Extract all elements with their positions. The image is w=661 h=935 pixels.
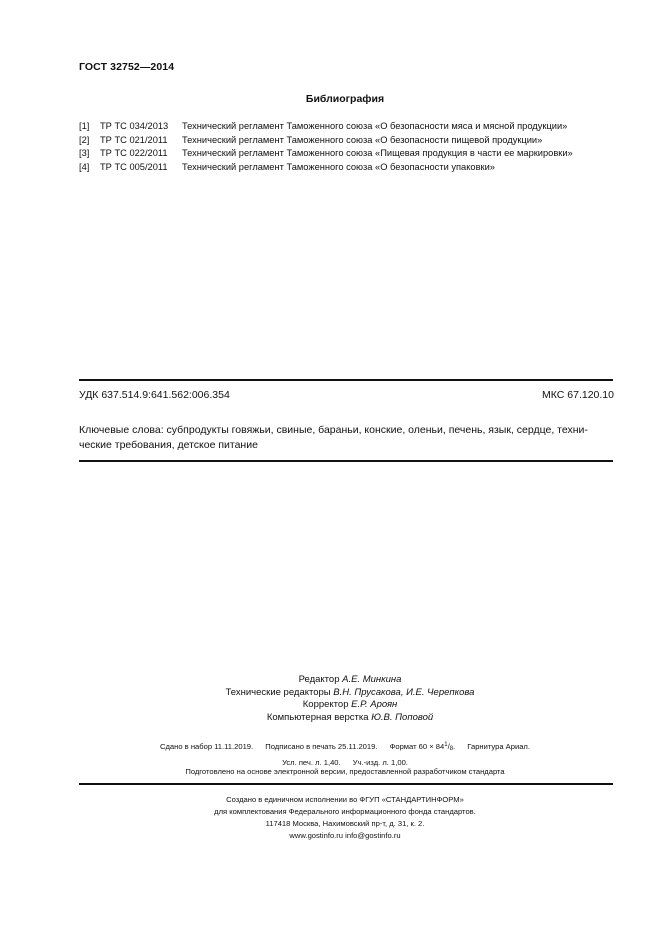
format: Формат $60 \times 84^1/_8$.: [389, 742, 456, 752]
keywords-line: ческие требования, детское питание: [79, 439, 258, 451]
publisher-address-block: [0, 818, 661, 841]
keywords-line: Ключевые слова: субпродукты говяжьи, свиные, бараньи, конские, оленьи, печень, язык, сердце, техни-: [79, 424, 588, 436]
publisher-line: для комплектования Федерального информационного фонда стандартов.: [214, 806, 476, 816]
corrector-name: Е.Р. Ароян: [351, 699, 398, 710]
entry-code: ТР ТС 034/2013: [100, 121, 169, 131]
publisher-line: Создано в единичном исполнении во ФГУП «СТАНДАРТИНФОРМ»: [226, 795, 464, 804]
editor-name: А.Е. Минкина: [342, 674, 402, 685]
keywords: [79, 423, 615, 453]
layout-name: Ю.В. Поповой: [371, 711, 434, 723]
entry-number: [2]: [79, 134, 90, 145]
tech-editors-names: В.Н. Прусакова, И.Е. Черепкова: [333, 686, 475, 698]
entry-text: Технический регламент Таможенного союза «О безопасности упаковки»: [182, 161, 495, 172]
entry-text: Технический регламент Таможенного союза «О безопасности пищевой продукции»: [182, 134, 543, 145]
entry-text: Технический регламент Таможенного союза «Пищевая продукция в части ее маркировки»: [182, 148, 573, 158]
layout-line: [150, 712, 550, 725]
bibliography-title: Библиография: [305, 93, 385, 105]
tech-editors-label: Технические редакторы: [225, 686, 331, 698]
publisher: [0, 794, 661, 817]
typeface: Гарнитура Ариал.: [467, 742, 530, 751]
format-denominator: 8: [449, 746, 454, 752]
entry-code: ТР ТС 022/2011: [100, 148, 168, 158]
divider-bottom: [79, 783, 613, 785]
format-prefix: Формат 60 × 84: [389, 742, 445, 751]
publisher-contacts: [0, 830, 661, 842]
publisher-address: 117418 Москва, Нахимовский пр-т, д. 31, к. 2.: [265, 819, 425, 828]
website-link[interactable]: www.gostinfo.ru: [289, 830, 344, 840]
imprint-line-1: [0, 739, 661, 756]
layout-label: Компьютерная верстка: [266, 711, 369, 723]
prepared-note: Подготовлено на основе электронной версии, предоставленной разработчиком стандарта: [185, 767, 505, 776]
udc-code: УДК 637.514.9:641.562:006.354: [79, 389, 230, 401]
format-numerator: 1: [444, 742, 448, 748]
tech-editors-line: [150, 687, 550, 700]
document-header: ГОСТ 32752—2014: [79, 61, 175, 73]
corrector-label: Корректор: [302, 699, 349, 710]
imprint: [0, 739, 661, 769]
print-sheets: Усл. печ. л. 1,40.: [282, 758, 341, 767]
editor-label: Редактор: [298, 674, 340, 685]
editor-line: [150, 674, 550, 687]
entry-text: Технический регламент Таможенного союза «О безопасности мяса и мясной продукции»: [182, 121, 568, 131]
entry-code: ТР ТС 021/2011: [100, 134, 168, 145]
divider-top: [79, 379, 613, 381]
entry-code: ТР ТС 005/2011: [100, 161, 168, 172]
signed-date: Подписано в печать 25.11.2019.: [265, 742, 378, 751]
set-date: Сдано в набор 11.11.2019.: [160, 742, 254, 751]
credits: [150, 674, 550, 724]
email-link[interactable]: info@gostinfo.ru: [345, 830, 401, 840]
entry-number: [4]: [79, 161, 90, 172]
entry-number: [1]: [79, 121, 90, 131]
entry-number: [3]: [79, 148, 90, 158]
edition-sheets: Уч.-изд. л. 1,00.: [352, 758, 408, 767]
divider-keywords: [79, 460, 613, 462]
mks-code: МКС 67.120.10: [542, 389, 614, 401]
corrector-line: [150, 699, 550, 712]
